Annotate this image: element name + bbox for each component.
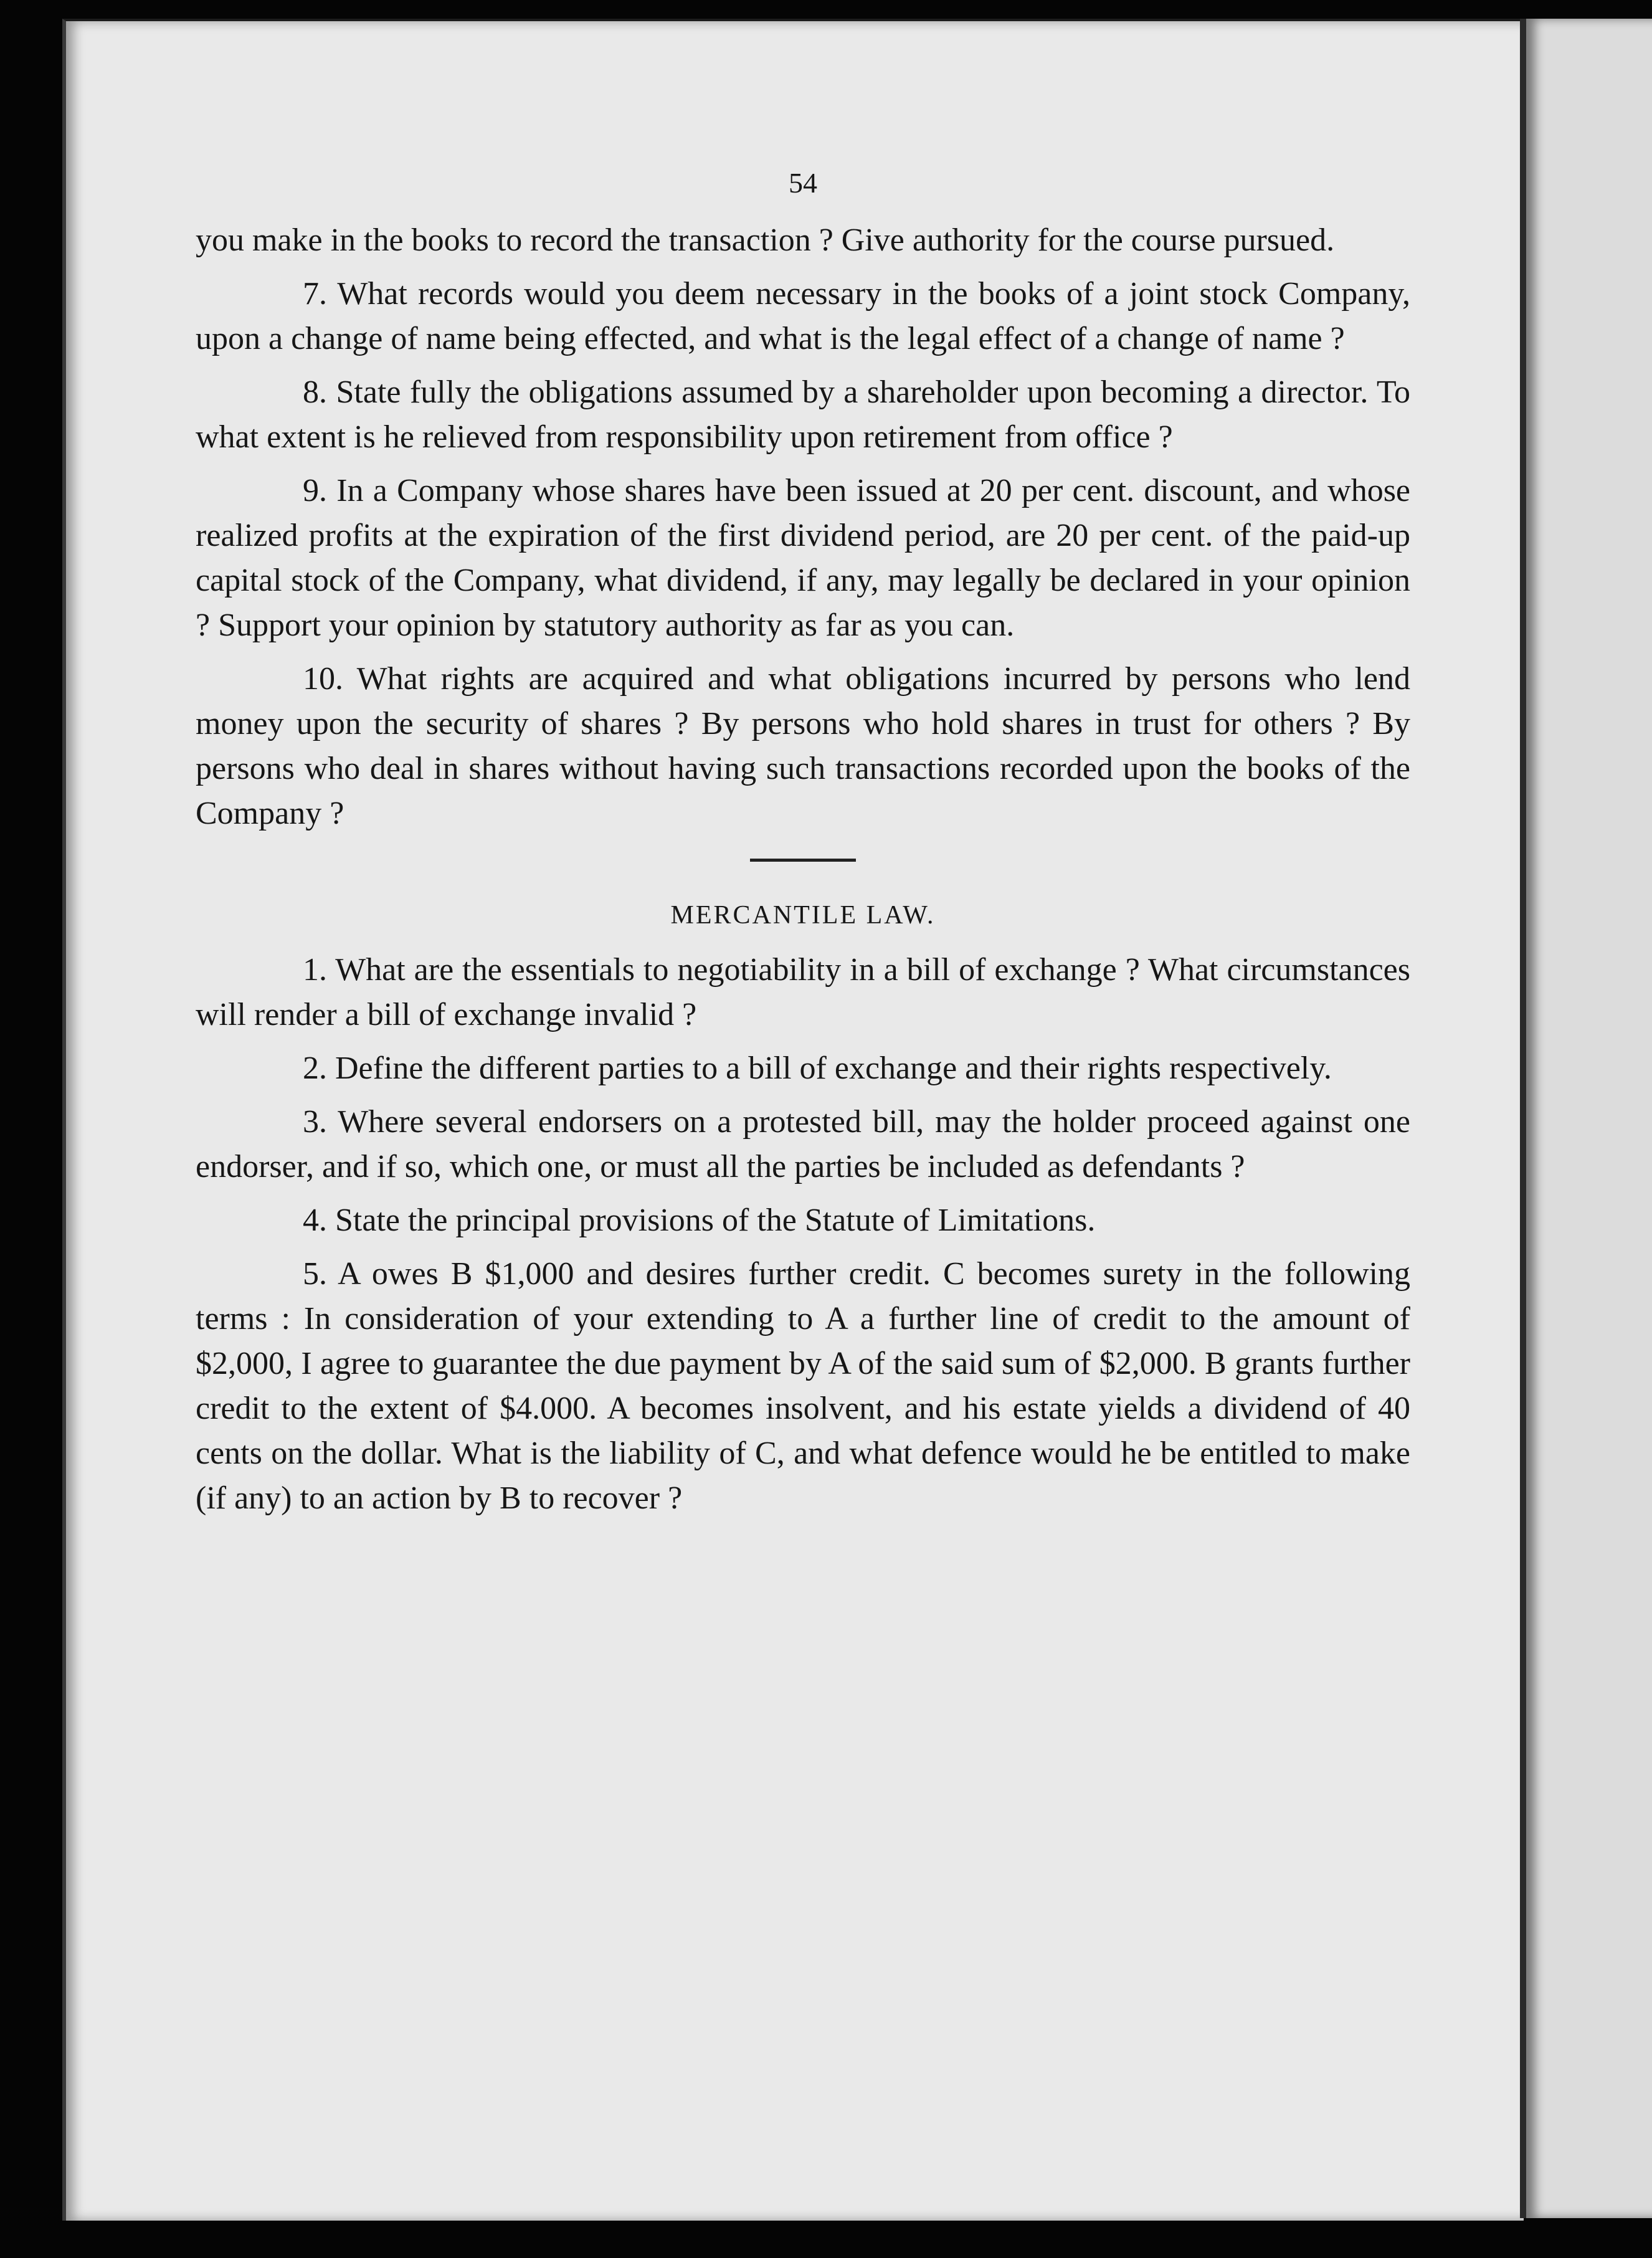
question-number: 9. [303, 473, 327, 508]
mercantile-question-2 [196, 1046, 1410, 1091]
question-text: What records would you deem necessary in the books of a joint stock Company, upon a change of name being effected, and what is the legal effect of a change of name ? [196, 276, 1411, 356]
mercantile-question-3 [196, 1100, 1410, 1189]
question-9 [196, 469, 1410, 648]
question-number: 3. [303, 1104, 327, 1140]
mercantile-question-1 [196, 948, 1410, 1037]
mercantile-question-5 [196, 1252, 1410, 1521]
page-text [196, 164, 1410, 1530]
question-text: Where several endorsers on a protested bill, may the holder proceed against one endorser, and if so, which one, or must all the parties be included as defendants ? [196, 1104, 1410, 1184]
book-page [62, 19, 1524, 2221]
question-number: 10. [303, 661, 343, 697]
mercantile-question-4 [196, 1198, 1410, 1243]
question-10 [196, 657, 1410, 836]
question-text: State the principal provisions of the Statute of Limitations. [335, 1203, 1096, 1238]
section-divider [750, 859, 856, 862]
question-text: A owes B $1,000 and desires further credit. C becomes surety in the following terms : In consideration of your extending to A a further line of credit to the amount of $2,000, I agree to guarantee the due payment by A of the said sum of $2,000. B grants further credit to the extent of $4.000. A becomes insolvent, and his estate yields a dividend of 40 cents on the dollar. What is the liability of C, and what defence would he be entitled to make (if any) to an action by B to recover ? [196, 1256, 1410, 1516]
adjacent-page-edge [1520, 19, 1652, 2218]
continuation-paragraph: you make in the books to record the transaction ? Give authority for the course pursued. [196, 222, 1335, 258]
question-text: What are the essentials to negotiability in a bill of exchange ? What circumstances will render a bill of exchange invalid ? [196, 952, 1410, 1032]
question-7 [196, 272, 1410, 361]
question-8 [196, 370, 1410, 460]
page-number: 54 [789, 167, 817, 199]
question-number: 1. [303, 952, 327, 988]
question-text: In a Company whose shares have been issued at 20 per cent. discount, and whose realized profits at the expiration of the first dividend period, are 20 per cent. of the paid-up capital stock of the Company, what dividend, if any, may legally be declared in your opinion ? Support your opinion by statutory authority as far as you can. [196, 473, 1411, 643]
question-text: Define the different parties to a bill of exchange and their rights respectively. [335, 1050, 1332, 1086]
question-number: 8. [303, 374, 327, 410]
section-heading: MERCANTILE LAW. [670, 901, 936, 930]
question-text: What rights are acquired and what obligations incurred by persons who lend money upon the security of shares ? By persons who hold shares in trust for others ? By persons who deal in shares without having such transactions recorded upon the books of the Company ? [196, 661, 1410, 831]
question-number: 5. [303, 1256, 327, 1292]
question-number: 2. [303, 1050, 327, 1086]
question-number: 7. [303, 276, 327, 312]
question-text: State fully the obligations assumed by a shareholder upon becoming a director. To what extent is he relieved from responsibility upon retirement from office ? [196, 374, 1411, 455]
question-number: 4. [303, 1203, 327, 1238]
